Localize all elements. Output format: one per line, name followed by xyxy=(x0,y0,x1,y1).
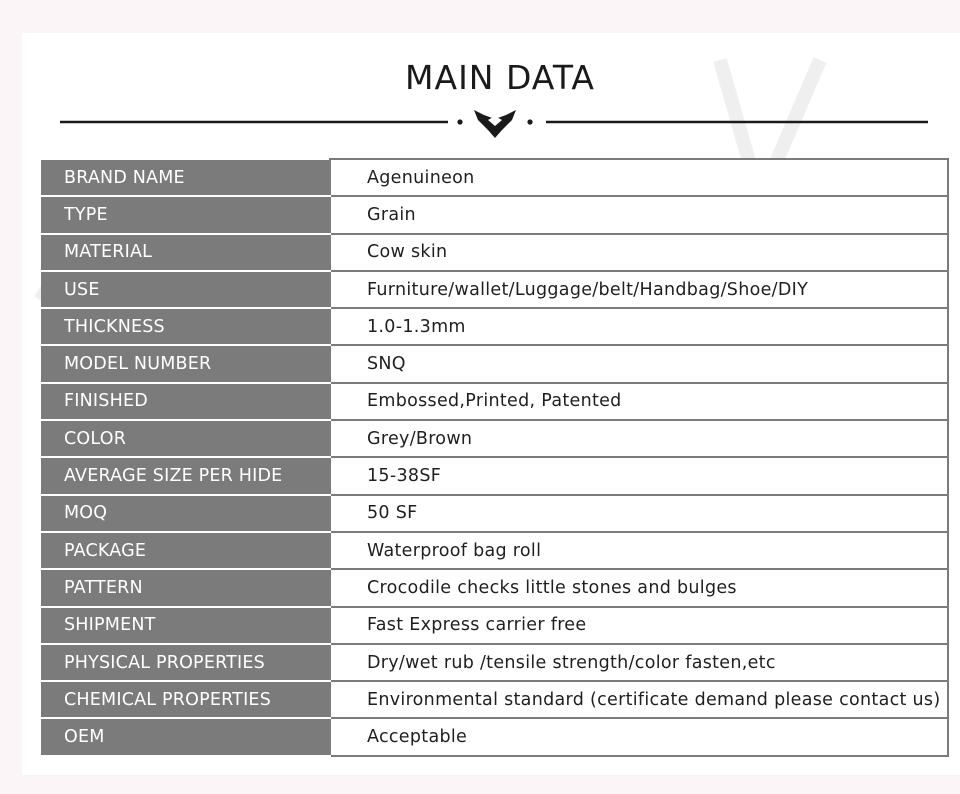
spec-value-cell xyxy=(330,308,948,345)
spec-value-cell xyxy=(330,234,948,271)
spec-label-cell xyxy=(42,420,330,457)
spec-row xyxy=(42,383,948,420)
spec-row xyxy=(42,495,948,532)
page-title: MAIN DATA xyxy=(405,58,595,97)
spec-label-cell xyxy=(42,196,330,233)
spec-value-cell xyxy=(330,196,948,233)
spec-label-cell xyxy=(42,383,330,420)
spec-value: Dry/wet rub /tensile strength/color fasten,etc xyxy=(367,652,776,673)
spec-label: CHEMICAL PROPERTIES xyxy=(64,689,271,710)
spec-label-cell xyxy=(42,457,330,494)
spec-value-cell xyxy=(330,681,948,718)
spec-label-cell xyxy=(42,159,330,196)
spec-value-cell xyxy=(330,644,948,681)
spec-row xyxy=(42,681,948,718)
spec-value: Cow skin xyxy=(367,242,448,263)
spec-value-cell xyxy=(330,159,948,196)
spec-label: OEM xyxy=(64,727,105,748)
spec-label: SHIPMENT xyxy=(64,615,156,636)
spec-value: Waterproof bag roll xyxy=(367,540,542,561)
spec-label-cell xyxy=(42,644,330,681)
spec-label: MOQ xyxy=(64,503,108,524)
spec-row xyxy=(42,308,948,345)
spec-value-cell xyxy=(330,457,948,494)
spec-row xyxy=(42,607,948,644)
spec-label: PATTERN xyxy=(64,577,143,598)
spec-value: Grey/Brown xyxy=(367,428,473,449)
spec-label-cell xyxy=(42,532,330,569)
spec-value: Furniture/wallet/Luggage/belt/Handbag/Shoe/DIY xyxy=(367,279,809,300)
spec-value-cell xyxy=(330,345,948,382)
spec-label-cell xyxy=(42,271,330,308)
spec-label-cell xyxy=(42,607,330,644)
spec-label: BRAND NAME xyxy=(64,167,185,188)
spec-label: THICKNESS xyxy=(64,316,165,337)
spec-row xyxy=(42,457,948,494)
spec-label-cell xyxy=(42,569,330,606)
spec-label: PACKAGE xyxy=(64,540,147,561)
spec-row xyxy=(42,159,948,196)
spec-label-cell xyxy=(42,234,330,271)
spec-label: AVERAGE SIZE PER HIDE xyxy=(64,466,283,487)
spec-label-cell xyxy=(42,718,330,755)
spec-row xyxy=(42,234,948,271)
spec-row xyxy=(42,532,948,569)
spec-label-cell xyxy=(42,495,330,532)
spec-value: Grain xyxy=(367,204,416,225)
spec-label: TYPE xyxy=(64,204,108,225)
spec-value-cell xyxy=(330,271,948,308)
spec-value-cell xyxy=(330,718,948,755)
spec-value: Crocodile checks little stones and bulges xyxy=(367,577,737,598)
spec-label: COLOR xyxy=(64,428,127,449)
spec-label: USE xyxy=(64,279,100,300)
spec-label-cell xyxy=(42,345,330,382)
bat-emblem-icon xyxy=(474,110,516,138)
spec-value: Embossed,Printed, Patented xyxy=(367,391,622,412)
spec-label: PHYSICAL PROPERTIES xyxy=(64,652,265,673)
spec-value: SNQ xyxy=(367,354,406,375)
spec-label: MATERIAL xyxy=(64,242,153,263)
spec-label: FINISHED xyxy=(64,391,148,412)
spec-row xyxy=(42,718,948,755)
spec-table xyxy=(41,158,949,757)
spec-value: 50 SF xyxy=(367,503,418,524)
spec-value-cell xyxy=(330,495,948,532)
spec-label-cell xyxy=(42,308,330,345)
spec-value: Agenuineon xyxy=(367,167,475,188)
spec-label-cell xyxy=(42,681,330,718)
spec-row xyxy=(42,569,948,606)
spec-value-cell xyxy=(330,569,948,606)
spec-row xyxy=(42,345,948,382)
spec-row xyxy=(42,420,948,457)
spec-value-cell xyxy=(330,420,948,457)
spec-value: 15-38SF xyxy=(367,466,442,487)
spec-value: Acceptable xyxy=(367,727,468,748)
spec-value-cell xyxy=(330,532,948,569)
spec-value-cell xyxy=(330,607,948,644)
spec-value: Environmental standard (certificate demand please contact us) xyxy=(367,689,941,710)
spec-value-cell xyxy=(330,383,948,420)
spec-row xyxy=(42,644,948,681)
spec-value: Fast Express carrier free xyxy=(367,615,587,636)
title-divider xyxy=(0,100,960,144)
spec-row xyxy=(42,196,948,233)
spec-row xyxy=(42,271,948,308)
spec-label: MODEL NUMBER xyxy=(64,354,212,375)
spec-value: 1.0-1.3mm xyxy=(367,316,466,337)
